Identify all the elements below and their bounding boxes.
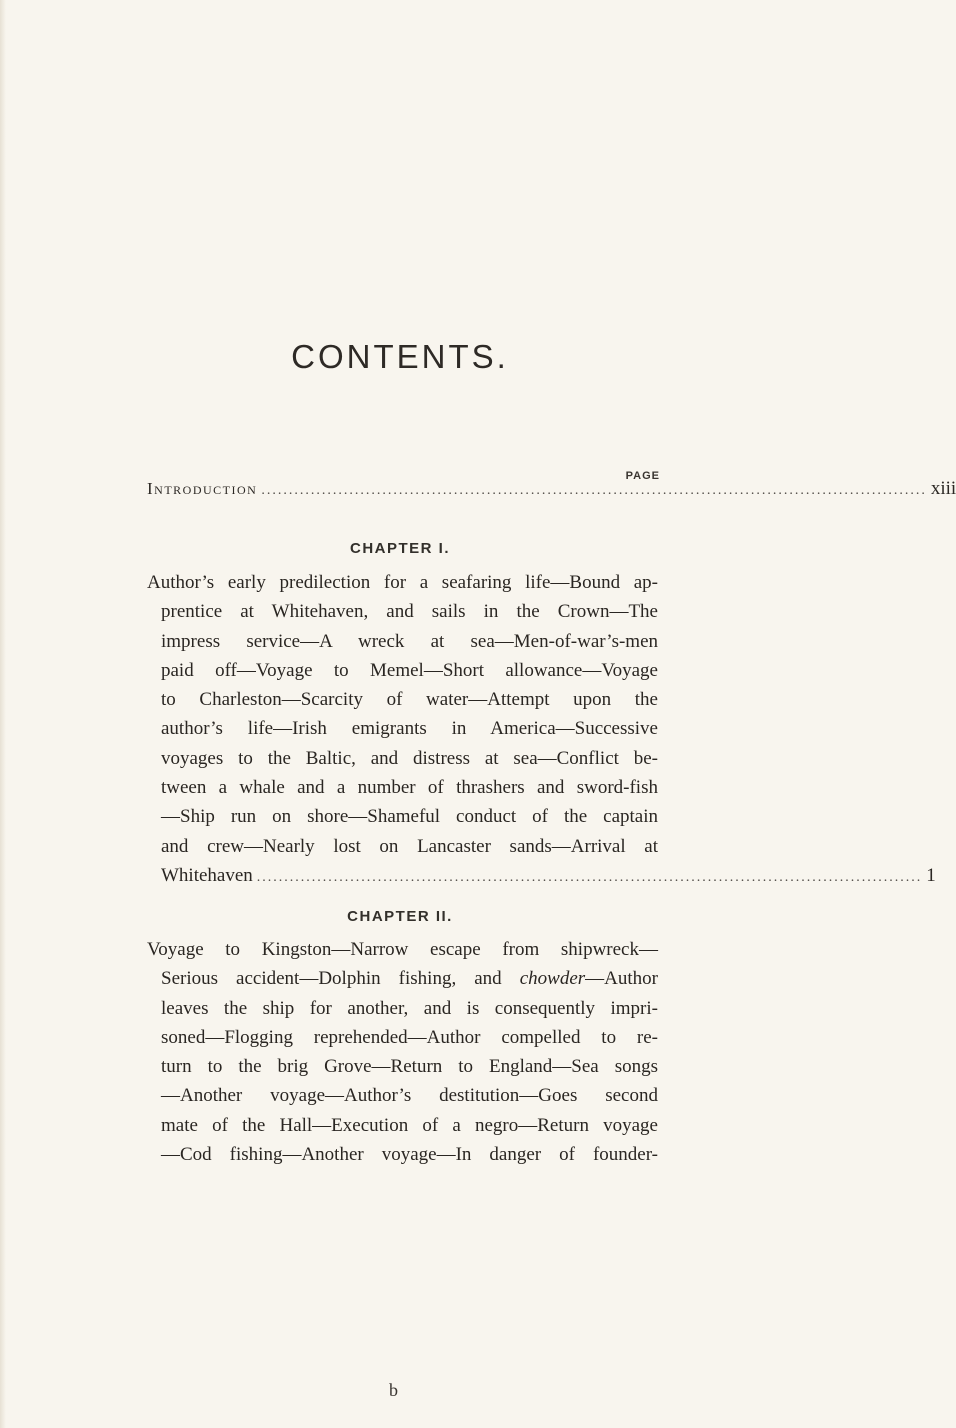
- synopsis-line: voyages to the Baltic, and distress at sea—Conflict be-: [161, 747, 658, 769]
- page-column-label: PAGE: [625, 470, 660, 482]
- synopsis-line: turn to the brig Grove—Return to England—Sea songs: [161, 1056, 658, 1078]
- synopsis-line: author’s life—Irish emigrants in America—Successive: [161, 718, 658, 740]
- toc-entry-label: Introduction: [147, 479, 258, 498]
- synopsis-line: [161, 964, 658, 993]
- dot-leader: .........................................................................................................................: [256, 869, 923, 885]
- signature-mark: b: [389, 1380, 398, 1400]
- synopsis-line: leaves the ship for another, and is consequently impri-: [161, 997, 658, 1019]
- synopsis-line: Voyage to Kingston—Narrow escape from shipwreck—: [147, 939, 658, 960]
- dot-leader: .........................................................................................................................: [261, 483, 927, 498]
- synopsis-line-text: Serious accident—Dolphin fishing, and: [161, 968, 520, 990]
- page-edge-shadow: [0, 0, 6, 1428]
- page-title: CONTENTS.: [291, 338, 509, 375]
- synopsis-line-text: —Author: [585, 968, 658, 990]
- synopsis-line: —Another voyage—Author’s destitution—Goes second: [161, 1085, 658, 1107]
- toc-entry-page: xiii: [930, 478, 956, 499]
- synopsis-line: —Cod fishing—Another voyage—In danger of founder-: [161, 1144, 658, 1166]
- toc-entry-page: 1: [926, 864, 936, 886]
- synopsis-line: soned—Flogging reprehended—Author compelled to re-: [161, 1026, 658, 1048]
- synopsis-line: impress service—A wreck at sea—Men-of-war’s-men: [161, 630, 658, 652]
- synopsis-last-line: [161, 861, 936, 892]
- synopsis-line: prentice at Whitehaven, and sails in the Crown—The: [161, 601, 658, 623]
- chapter-2-synopsis[interactable]: [147, 935, 658, 1169]
- synopsis-line: tween a whale and a number of thrashers and sword-fish: [161, 777, 658, 799]
- synopsis-line-text: Whitehaven: [161, 864, 253, 886]
- synopsis-italic-word: chowder: [519, 968, 586, 990]
- synopsis-line: paid off—Voyage to Memel—Short allowance—Voyage: [161, 659, 658, 681]
- synopsis-line: —Ship run on shore—Shameful conduct of the captain: [161, 806, 658, 828]
- chapter-heading-2: CHAPTER II.: [347, 908, 453, 925]
- synopsis-line: Author’s early predilection for a seafaring life—Bound ap-: [147, 572, 658, 593]
- synopsis-line: and crew—Nearly lost on Lancaster sands—Arrival at: [161, 835, 658, 857]
- chapter-1-synopsis[interactable]: [147, 568, 936, 892]
- synopsis-line: to Charleston—Scarcity of water—Attempt upon the: [161, 689, 658, 711]
- chapter-heading-1: CHAPTER I.: [349, 540, 450, 557]
- toc-entry-introduction[interactable]: [147, 474, 956, 505]
- synopsis-line: mate of the Hall—Execution of a negro—Return voyage: [161, 1114, 658, 1136]
